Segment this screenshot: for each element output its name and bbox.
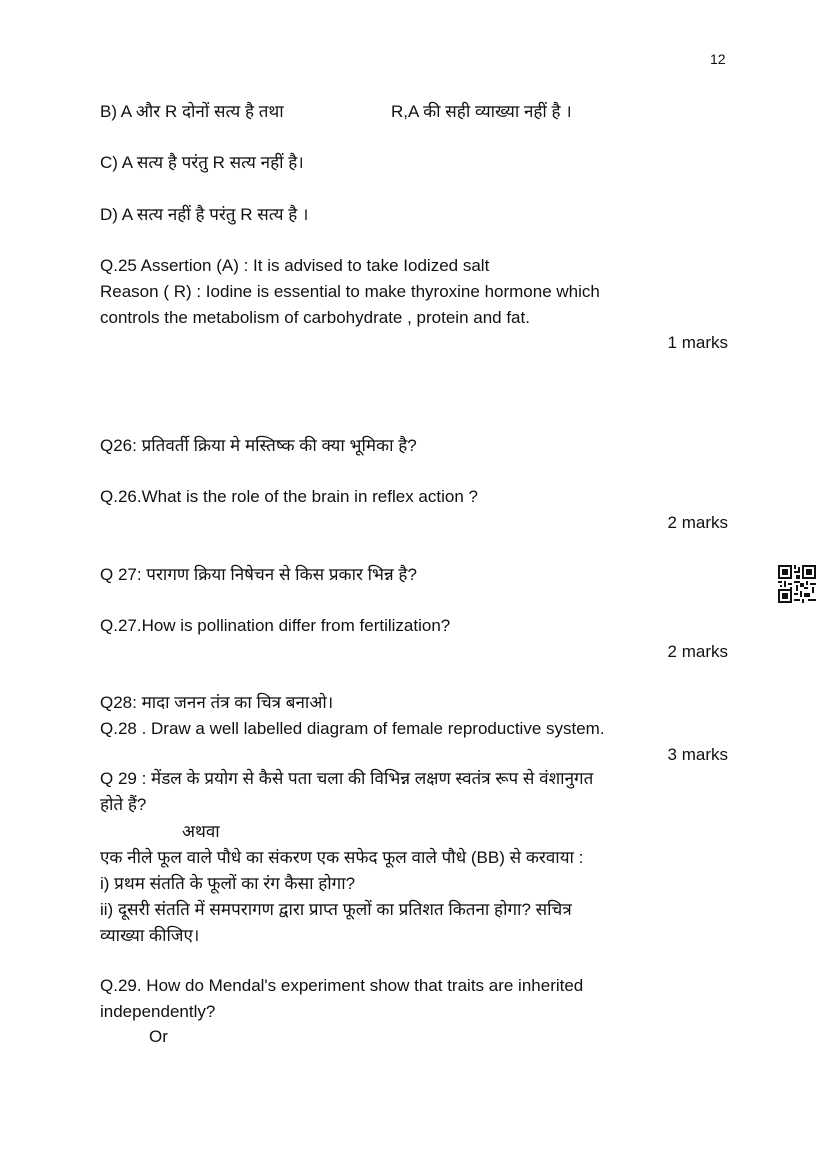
q26-english: Q.26.What is the role of the brain in reflex action ? bbox=[100, 487, 478, 506]
q25-marks: 1 marks bbox=[667, 333, 728, 352]
qr-code-icon bbox=[778, 565, 816, 603]
q29-hindi-line3: एक नीले फूल वाले पौधे का संकरण एक सफेद फूल वाले पौधे (BB) से करवाया : bbox=[100, 848, 584, 867]
q29-hindi-line1: Q 29 : मेंडल के प्रयोग से कैसे पता चला की विभिन्न लक्षण स्वतंत्र रूप से वंशानुगत bbox=[100, 769, 594, 788]
q27-marks: 2 marks bbox=[667, 642, 728, 661]
q28-hindi: Q28: मादा जनन तंत्र का चित्र बनाओ। bbox=[100, 693, 334, 712]
q29-hindi-line4: i) प्रथम संतति के फूलों का रंग कैसा होगा? bbox=[100, 874, 356, 893]
q26-hindi: Q26: प्रतिवर्ती क्रिया मे मस्तिष्क की क्या भूमिका है? bbox=[100, 436, 417, 455]
q29-english-line2: independently? bbox=[100, 1002, 216, 1021]
q27-hindi: Q 27: परागण क्रिया निषेचन से किस प्रकार भिन्न है? bbox=[100, 565, 417, 584]
q29-hindi-line6: व्याख्या कीजिए। bbox=[100, 926, 200, 945]
option-d: D) A सत्य नहीं है परंतु R सत्य है । bbox=[100, 205, 309, 224]
q27-english: Q.27.How is pollination differ from fertilization? bbox=[100, 616, 451, 635]
page-number: 12 bbox=[710, 51, 726, 67]
q28-english: Q.28 . Draw a well labelled diagram of female reproductive system. bbox=[100, 719, 605, 738]
q28-marks: 3 marks bbox=[667, 745, 728, 764]
option-b-right: R,A की सही व्याख्या नहीं है । bbox=[391, 102, 572, 121]
q25-assertion: Q.25 Assertion (A) : It is advised to take Iodized salt bbox=[100, 256, 490, 275]
athva-label: अथवा bbox=[182, 822, 220, 841]
q26-marks: 2 marks bbox=[667, 513, 728, 532]
or-label: Or bbox=[149, 1027, 168, 1046]
q25-reason: Reason ( R) : Iodine is essential to make thyroxine hormone which bbox=[100, 282, 600, 301]
option-b-left: B) A और R दोनों सत्य है तथा bbox=[100, 102, 284, 121]
q29-hindi-line2: होते हैं? bbox=[100, 795, 147, 814]
q25-reason-cont: controls the metabolism of carbohydrate , protein and fat. bbox=[100, 308, 530, 327]
q29-hindi-line5: ii) दूसरी संतति में समपरागण द्वारा प्राप्त फूलों का प्रतिशत कितना होगा? सचित्र bbox=[100, 900, 572, 919]
option-c: C) A सत्य है परंतु R सत्य नहीं है। bbox=[100, 153, 304, 172]
q29-english-line1: Q.29. How do Mendal's experiment show that traits are inherited bbox=[100, 976, 584, 995]
